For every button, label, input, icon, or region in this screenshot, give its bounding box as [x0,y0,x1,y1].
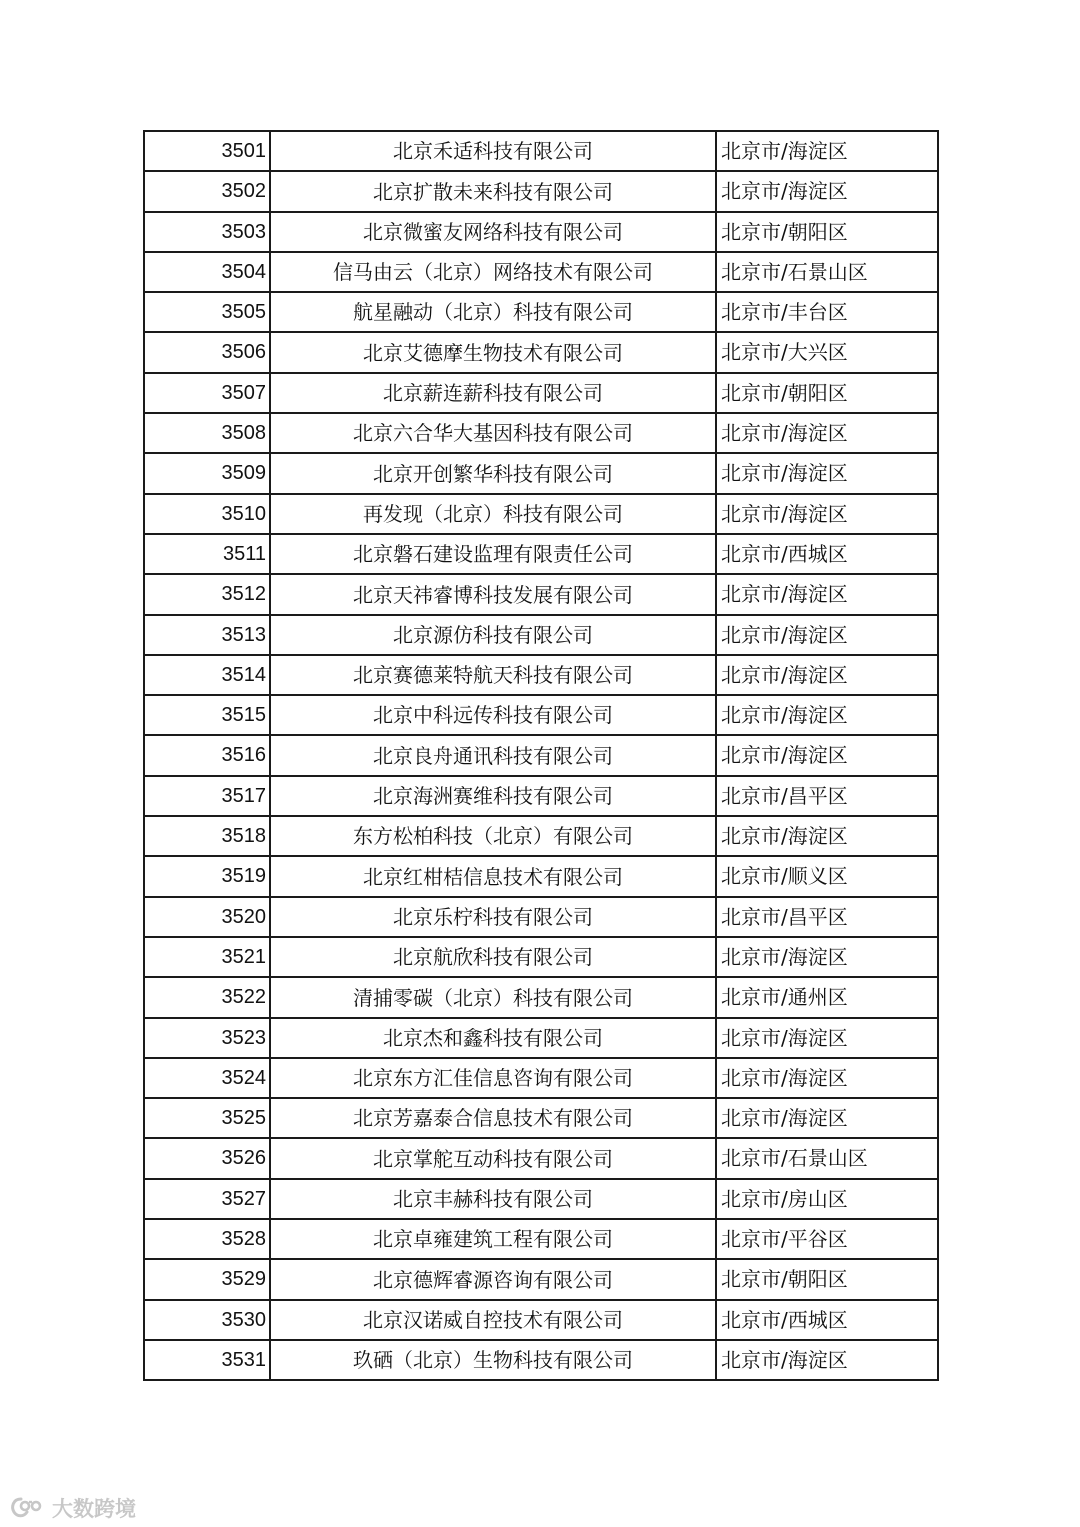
row-number: 3520 [144,897,270,937]
table-row [144,373,938,413]
company-name: 北京芳嘉泰合信息技术有限公司 [270,1098,716,1138]
company-name: 北京航欣科技有限公司 [270,937,716,977]
row-number: 3530 [144,1300,270,1340]
table-row [144,1340,938,1380]
table-row [144,856,938,896]
company-name: 北京良舟通讯科技有限公司 [270,735,716,775]
company-table-body [144,131,938,1380]
company-name: 北京东方汇佳信息咨询有限公司 [270,1058,716,1098]
table-row [144,171,938,211]
table-row [144,574,938,614]
table-row [144,1018,938,1058]
table-row [144,816,938,856]
company-location: 北京市/海淀区 [716,695,938,735]
table-row [144,534,938,574]
table-row [144,332,938,372]
company-location: 北京市/平谷区 [716,1219,938,1259]
company-location: 北京市/海淀区 [716,937,938,977]
company-location: 北京市/海淀区 [716,1098,938,1138]
company-name: 北京掌舵互动科技有限公司 [270,1138,716,1178]
company-name: 北京六合华大基因科技有限公司 [270,413,716,453]
company-location: 北京市/石景山区 [716,1138,938,1178]
company-location: 北京市/丰台区 [716,292,938,332]
table-row [144,212,938,252]
table-row [144,695,938,735]
company-name: 北京德辉睿源咨询有限公司 [270,1259,716,1299]
company-name: 北京中科远传科技有限公司 [270,695,716,735]
table-row [144,1098,938,1138]
row-number: 3522 [144,977,270,1017]
company-location: 北京市/海淀区 [716,1018,938,1058]
company-name: 清捕零碳（北京）科技有限公司 [270,977,716,1017]
company-name: 北京丰赫科技有限公司 [270,1179,716,1219]
table-row [144,897,938,937]
company-name: 北京卓雍建筑工程有限公司 [270,1219,716,1259]
company-name: 北京艾德摩生物技术有限公司 [270,332,716,372]
company-location: 北京市/通州区 [716,977,938,1017]
company-name: 北京微蜜友网络科技有限公司 [270,212,716,252]
row-number: 3521 [144,937,270,977]
company-name: 北京海洲赛维科技有限公司 [270,776,716,816]
company-location: 北京市/顺义区 [716,856,938,896]
row-number: 3508 [144,413,270,453]
row-number: 3511 [144,534,270,574]
table-row [144,735,938,775]
row-number: 3527 [144,1179,270,1219]
table-row [144,1219,938,1259]
row-number: 3523 [144,1018,270,1058]
company-name: 北京天祎睿博科技发展有限公司 [270,574,716,614]
table-row [144,776,938,816]
company-name: 再发现（北京）科技有限公司 [270,494,716,534]
watermark [8,1493,136,1523]
table-row [144,1138,938,1178]
company-name: 北京磐石建设监理有限责任公司 [270,534,716,574]
row-number: 3502 [144,171,270,211]
company-location: 北京市/海淀区 [716,413,938,453]
company-location: 北京市/房山区 [716,1179,938,1219]
table-row [144,1179,938,1219]
company-location: 北京市/朝阳区 [716,373,938,413]
row-number: 3529 [144,1259,270,1299]
company-location: 北京市/海淀区 [716,453,938,493]
table-row [144,1058,938,1098]
table-row [144,131,938,171]
company-location: 北京市/海淀区 [716,1058,938,1098]
company-name: 玖硒（北京）生物科技有限公司 [270,1340,716,1380]
company-location: 北京市/海淀区 [716,494,938,534]
row-number: 3506 [144,332,270,372]
row-number: 3524 [144,1058,270,1098]
row-number: 3519 [144,856,270,896]
company-location: 北京市/昌平区 [716,897,938,937]
row-number: 3513 [144,615,270,655]
company-name: 北京杰和鑫科技有限公司 [270,1018,716,1058]
company-location: 北京市/海淀区 [716,735,938,775]
company-name: 北京汉诺威自控技术有限公司 [270,1300,716,1340]
company-name: 北京开创繁华科技有限公司 [270,453,716,493]
row-number: 3526 [144,1138,270,1178]
watermark-text: 大数跨境 [52,1497,136,1521]
row-number: 3528 [144,1219,270,1259]
row-number: 3512 [144,574,270,614]
table-row [144,937,938,977]
company-location: 北京市/石景山区 [716,252,938,292]
row-number: 3531 [144,1340,270,1380]
table-row [144,977,938,1017]
row-number: 3504 [144,252,270,292]
company-location: 北京市/海淀区 [716,574,938,614]
company-table [143,130,939,1381]
company-location: 北京市/大兴区 [716,332,938,372]
table-row [144,494,938,534]
company-location: 北京市/海淀区 [716,655,938,695]
company-location: 北京市/昌平区 [716,776,938,816]
company-location: 北京市/朝阳区 [716,1259,938,1299]
row-number: 3509 [144,453,270,493]
table-row [144,1300,938,1340]
table-row [144,292,938,332]
company-name: 北京红柑桔信息技术有限公司 [270,856,716,896]
company-location: 北京市/海淀区 [716,816,938,856]
row-number: 3501 [144,131,270,171]
company-location: 北京市/西城区 [716,1300,938,1340]
company-name: 北京源仿科技有限公司 [270,615,716,655]
table-row [144,615,938,655]
table-row [144,453,938,493]
table-row [144,252,938,292]
table-row [144,655,938,695]
row-number: 3503 [144,212,270,252]
company-name: 北京禾适科技有限公司 [270,131,716,171]
table-row [144,1259,938,1299]
row-number: 3514 [144,655,270,695]
company-location: 北京市/朝阳区 [716,212,938,252]
company-name: 北京乐柠科技有限公司 [270,897,716,937]
row-number: 3516 [144,735,270,775]
row-number: 3505 [144,292,270,332]
company-location: 北京市/海淀区 [716,1340,938,1380]
company-name: 北京扩散未来科技有限公司 [270,171,716,211]
row-number: 3518 [144,816,270,856]
row-number: 3507 [144,373,270,413]
row-number: 3517 [144,776,270,816]
company-location: 北京市/海淀区 [716,171,938,211]
company-location: 北京市/西城区 [716,534,938,574]
row-number: 3525 [144,1098,270,1138]
company-name: 航星融动（北京）科技有限公司 [270,292,716,332]
company-name: 北京薪连薪科技有限公司 [270,373,716,413]
row-number: 3515 [144,695,270,735]
company-name: 东方松柏科技（北京）有限公司 [270,816,716,856]
company-location: 北京市/海淀区 [716,615,938,655]
company-location: 北京市/海淀区 [716,131,938,171]
table-row [144,413,938,453]
row-number: 3510 [144,494,270,534]
brand-logo-icon [8,1495,46,1521]
company-name: 信马由云（北京）网络技术有限公司 [270,252,716,292]
company-name: 北京赛德莱特航天科技有限公司 [270,655,716,695]
